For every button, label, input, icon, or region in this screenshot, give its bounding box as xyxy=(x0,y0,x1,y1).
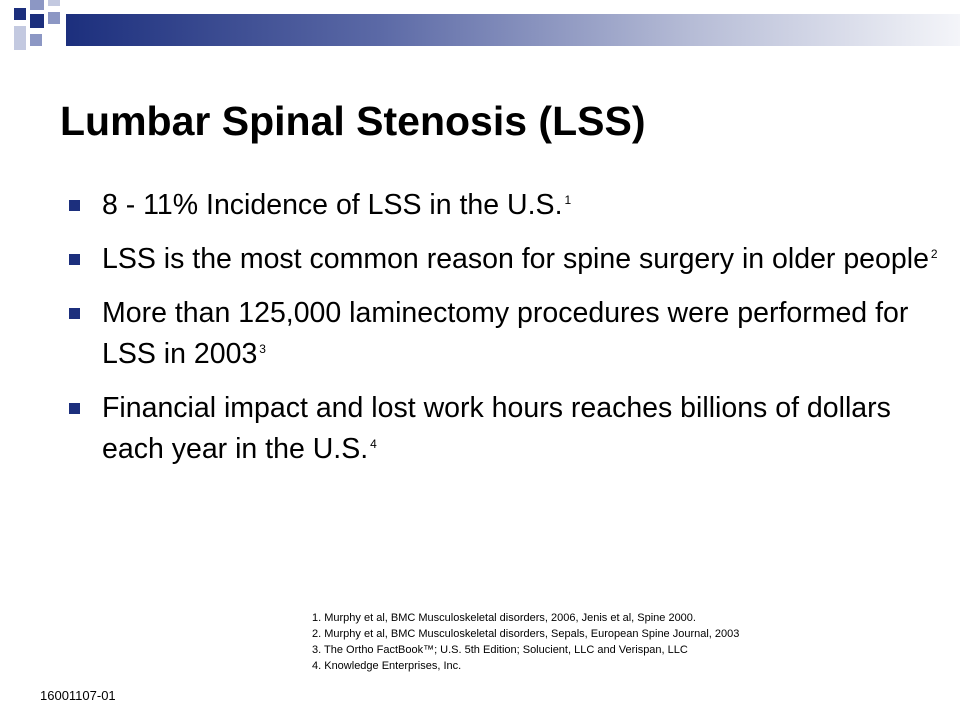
reference-item: 2. Murphy et al, BMC Musculoskeletal disorders, Sepals, European Spine Journal, 2003 xyxy=(312,628,740,640)
deco-square xyxy=(30,14,44,28)
reference-item: 1. Murphy et al, BMC Musculoskeletal disorders, 2006, Jenis et al, Spine 2000. xyxy=(312,612,696,624)
deco-square xyxy=(48,12,60,24)
reference-marker: 1 xyxy=(564,192,572,207)
bullet-text: More than 125,000 laminectomy procedures were performed for LSS in 2003 xyxy=(102,297,909,370)
square-bullet-icon xyxy=(69,254,80,265)
square-bullet-icon xyxy=(69,200,80,211)
bullet-item xyxy=(66,185,946,226)
gradient-band xyxy=(66,14,960,46)
bullet-item xyxy=(66,293,946,375)
deco-square xyxy=(48,0,60,6)
bullet-item xyxy=(66,239,946,280)
reference-item: 4. Knowledge Enterprises, Inc. xyxy=(312,660,462,672)
bullet-list xyxy=(66,185,946,483)
slide-title: Lumbar Spinal Stenosis (LSS) xyxy=(60,98,646,144)
reference-item: 3. The Ortho FactBook™; U.S. 5th Edition; Solucient, LLC and Verispan, LLC xyxy=(312,644,688,656)
reference-marker: 3 xyxy=(259,341,266,356)
bullet-item xyxy=(66,388,946,470)
square-bullet-icon xyxy=(69,308,80,319)
deco-square xyxy=(30,34,42,46)
deco-square xyxy=(14,26,26,50)
deco-square xyxy=(14,8,26,20)
square-bullet-icon xyxy=(69,403,80,414)
bullet-text: LSS is the most common reason for spine surgery in older people xyxy=(102,243,929,275)
bullet-text: 8 - 11% Incidence of LSS in the U.S. xyxy=(102,189,563,221)
reference-marker: 4 xyxy=(370,436,377,451)
reference-list xyxy=(312,610,739,674)
slide-id: 16001107-01 xyxy=(40,688,116,703)
bullet-text: Financial impact and lost work hours reaches billions of dollars each year in the U.S. xyxy=(102,392,891,465)
deco-square xyxy=(30,0,44,10)
header-decoration xyxy=(0,0,960,60)
reference-marker: 2 xyxy=(930,246,938,261)
